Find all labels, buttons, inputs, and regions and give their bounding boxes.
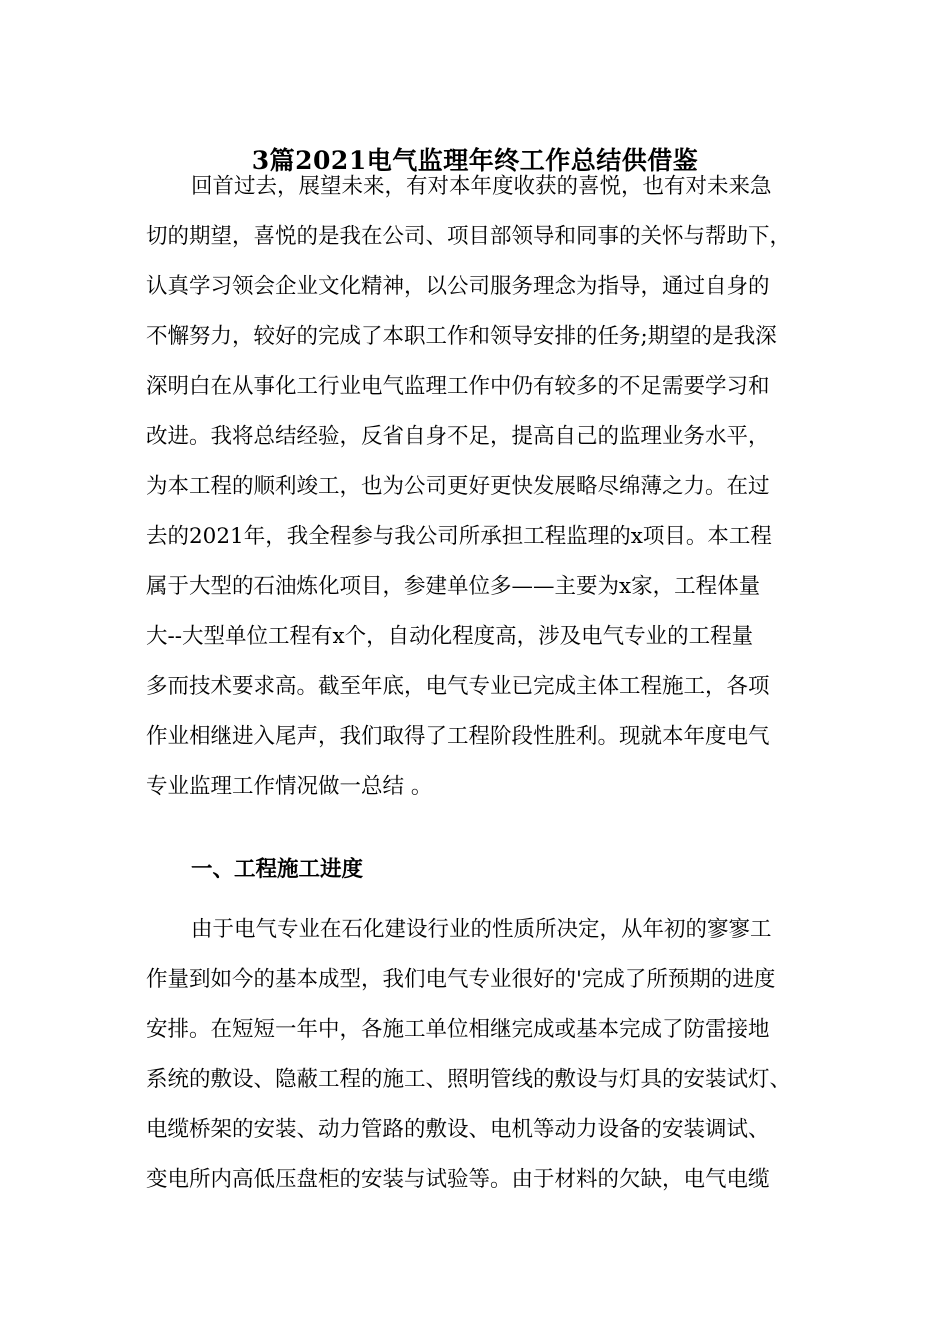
section1-line: 由于电气专业在石化建设行业的性质所决定，从年初的寥寥工 [191,917,772,942]
section-heading: 一、工程施工进度 [191,857,364,882]
document-title: 3篇2021电气监理年终工作总结供借鉴 [251,146,699,175]
intro-line: 回首过去，展望未来，有对本年度收获的喜悦，也有对未来急 [191,174,772,199]
intro-line: 切的期望，喜悦的是我在公司、项目部领导和同事的关怀与帮助下， [146,224,792,249]
intro-line: 改进。我将总结经验，反省自身不足，提高自己的监理业务水平， [146,424,770,449]
section1-line: 作量到如今的基本成型，我们电气专业很好的'完成了所预期的进度 [146,967,776,992]
intro-line: 认真学习领会企业文化精神，以公司服务理念为指导，通过自身的 [146,274,770,299]
intro-line: 多而技术要求高。截至年底，电气专业已完成主体工程施工，各项 [146,674,770,699]
section1-line: 电缆桥架的安装、动力管路的敷设、电机等动力设备的安装调试、 [146,1117,770,1142]
section1-line: 系统的敷设、隐蔽工程的施工、照明管线的敷设与灯具的安装试灯、 [146,1067,792,1092]
intro-line: 属于大型的石油炼化项目，参建单位多——主要为x家，工程体量 [146,574,761,599]
section1-line: 变电所内高低压盘柜的安装与试验等。由于材料的欠缺，电气电缆 [146,1167,770,1192]
section1-line: 安排。在短短一年中，各施工单位相继完成或基本完成了防雷接地 [146,1017,770,1042]
intro-line: 为本工程的顺利竣工，也为公司更好更快发展略尽绵薄之力。在过 [146,474,770,499]
intro-line: 大--大型单位工程有x个，自动化程度高，涉及电气专业的工程量 [146,624,754,649]
intro-line: 专业监理工作情况做一总结 。 [146,774,433,799]
intro-line: 作业相继进入尾声，我们取得了工程阶段性胜利。现就本年度电气 [146,724,770,749]
intro-line: 去的2021年，我全程参与我公司所承担工程监理的x项目。本工程 [146,524,772,549]
intro-line: 深明白在从事化工行业电气监理工作中仍有较多的不足需要学习和 [146,374,770,399]
intro-line: 不懈努力，较好的完成了本职工作和领导安排的任务;期望的是我深 [146,324,777,349]
